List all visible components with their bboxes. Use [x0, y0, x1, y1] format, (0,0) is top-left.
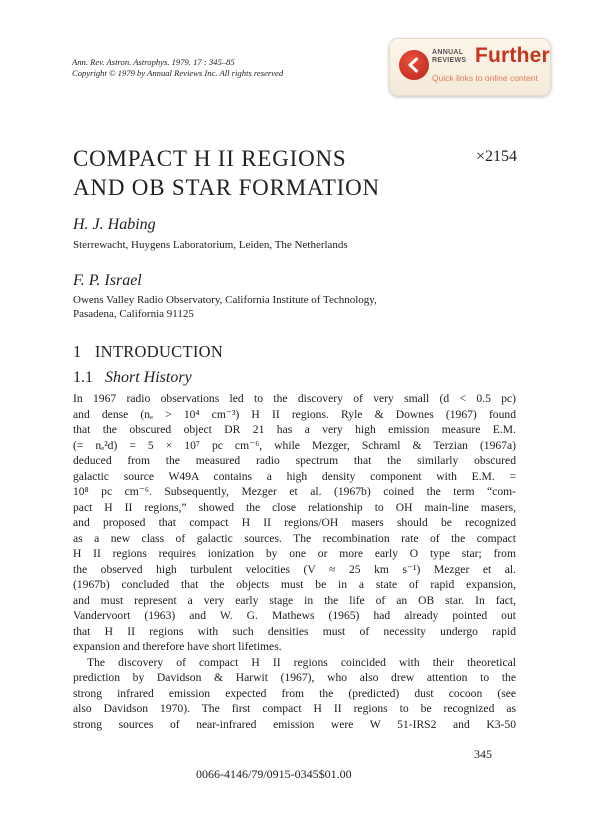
- body-line: that the obscured object DR 21 has a very high emission measure E.M.: [73, 423, 516, 436]
- body-line: galactic source W49A contains a high density component with E.M. =: [73, 469, 516, 483]
- body-line: and dense (nₑ > 10⁴ cm⁻³) H II regions. Ryle & Downes (1967) found: [73, 407, 516, 421]
- body-line: pact H II regions,” showed the close relationship to OH main-line masers,: [73, 500, 516, 514]
- section-heading: 1 INTRODUCTION: [73, 342, 224, 361]
- annual-reviews-logo-icon: [399, 50, 429, 80]
- author-name: F. P. Israel: [73, 272, 142, 289]
- reference-number: ×2154: [476, 148, 518, 165]
- body-line: also Davidson 1970). The first compact H II regions to be recognized as: [73, 702, 516, 715]
- banner-subtitle-link[interactable]: Quick links to online content: [432, 73, 538, 83]
- body-line: as a new class of galactic sources. The recombination rate of the compact: [73, 531, 516, 545]
- body-line: expansion and therefore have short lifetimes.: [73, 640, 282, 653]
- body-line: Vandervoort (1963) and W. G. Mathews (1965) had already pointed out: [73, 609, 516, 622]
- footer-code: 0066-4146/79/0915-0345$01.00: [196, 767, 352, 781]
- journal-header: [72, 57, 283, 78]
- body-line: In 1967 radio observations led to the discovery of very small (d < 0.5 pc): [73, 392, 516, 405]
- article-title: COMPACT H II REGIONS AND OB STAR FORMATION: [73, 146, 380, 200]
- page-number: 345: [474, 747, 492, 761]
- body-line: prediction by Davidson & Harwit (1967), who also drew attention to the: [73, 671, 516, 684]
- journal-citation: Ann. Rev. Astron. Astrophys. 1979. 17 : 345–85: [72, 57, 235, 67]
- author-affiliation: Sterrewacht, Huygens Laboratorium, Leiden, The Netherlands: [73, 239, 348, 251]
- body-line: the observed high turbulent velocities (V ≈ 25 km s⁻¹) Mezger et al.: [73, 562, 516, 576]
- author-name: H. J. Habing: [73, 216, 156, 233]
- body-line: H II regions requires ionization by one or more early O type star; from: [73, 547, 516, 560]
- body-line: 10⁸ pc cm⁻⁶. Subsequently, Mezger et al. (1967b) coined the term “com-: [73, 485, 516, 498]
- body-line: (= nₑ²d) = 5 × 10⁷ pc cm⁻⁶, while Mezger, Schraml & Terzian (1967a): [73, 438, 516, 452]
- body-text: [73, 391, 516, 732]
- body-line: deduced from the measured radio spectrum that the similarly obscured: [73, 454, 516, 467]
- body-line: strong infrared emission expected from the (predicted) dust cocoon (see: [73, 686, 516, 700]
- body-line: (1967b) concluded that the objects must be in a state of rapid expansion,: [73, 578, 516, 591]
- author-affiliation: Owens Valley Radio Observatory, California Institute of Technology, Pasadena, California 91125: [73, 294, 377, 320]
- brand-small-text: ANNUAL REVIEWS: [432, 49, 467, 64]
- body-line: The discovery of compact H II regions coincided with their theoretical: [87, 655, 516, 669]
- body-line: and proposed that compact H II regions/OH masers should be recognized: [73, 516, 516, 529]
- body-line: and must represent a very early stage in the life of an OB star. In fact,: [73, 593, 516, 607]
- subsection-heading: 1.1 Short History: [73, 369, 192, 386]
- body-line: strong sources of near-infrared emission were W 51-IRS2 and K3-50: [73, 717, 516, 731]
- further-banner[interactable]: [389, 38, 551, 96]
- body-line: that H II regions with such densities must of necessity undergo rapid: [73, 624, 516, 638]
- copyright-line: Copyright © 1979 by Annual Reviews Inc. All rights reserved: [72, 67, 284, 78]
- brand-further: Further: [475, 44, 550, 67]
